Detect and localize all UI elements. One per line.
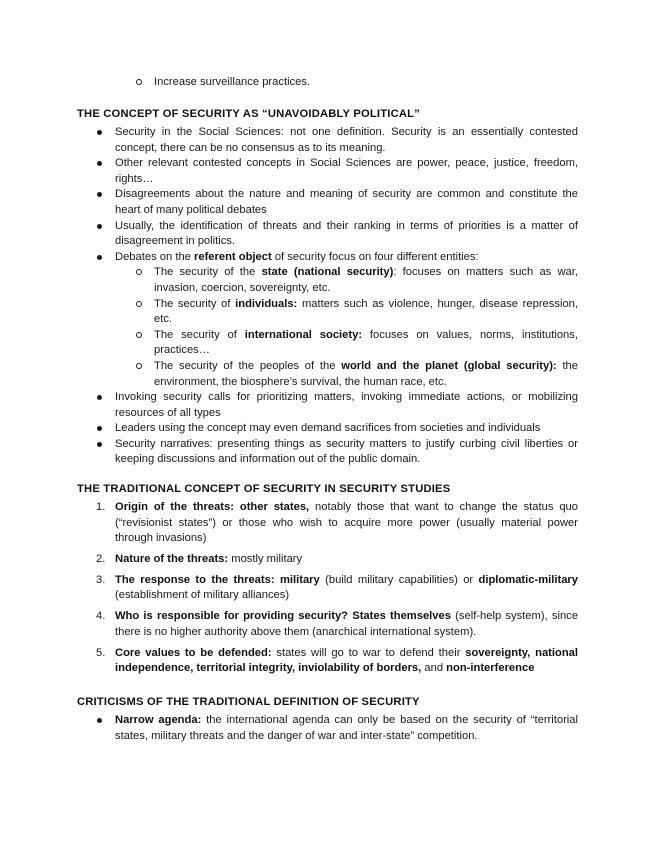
- list-item: [77, 75, 578, 91]
- list-item: Usually, the identification of threats and their ranking in terms of priorities is a matter of disagreement in politics.: [77, 219, 578, 250]
- list-item: Leaders using the concept may even demand sacrifices from societies and individuals: [77, 421, 578, 437]
- section-heading: THE TRADITIONAL CONCEPT OF SECURITY IN SECURITY STUDIES: [77, 483, 451, 495]
- sub-list-item: The security of the peoples of the world and the planet (global security): the environment, the biosphere’s survival, the human race, etc.: [77, 359, 578, 390]
- sub-list-item: The security of individuals: matters such as violence, hunger, disease repression, etc.: [77, 297, 578, 328]
- list-item: Narrow agenda: the international agenda can only be based on the security of “territorial states, military threats and the danger of war and inter-state” competition.: [77, 713, 578, 744]
- list-item: Security in the Social Sciences: not one definition. Security is an essentially contested concept, there can be no consensus as to its meaning.: [77, 125, 578, 156]
- section-traditional-concept: [77, 482, 578, 682]
- list-item: Security narratives: presenting things as security matters to justify curbing civil liberties or keeping discussions and information out of the public domain.: [77, 437, 578, 468]
- sub-list-item: The security of international society: focuses on values, norms, institutions, practices…: [77, 328, 578, 359]
- numbered-item: 4. Who is responsible for providing security? States themselves (self-help system), since there is no higher authority above them (anarchical international system).: [96, 610, 578, 638]
- bullet-list: [77, 713, 578, 744]
- section-heading: CRITICISMS OF THE TRADITIONAL DEFINITION OF SECURITY: [77, 696, 420, 708]
- top-section: [77, 75, 578, 91]
- list-item: Other relevant contested concepts in Social Sciences are power, peace, justice, freedom, rights…: [77, 156, 578, 187]
- numbered-item: 3. The response to the threats: military (build military capabilities) or diplomatic-military (establishment of military alliances): [96, 573, 578, 602]
- bullet-list: [77, 125, 578, 468]
- list-item-text: Increase surveillance practices.: [154, 76, 311, 88]
- numbered-list: [77, 500, 578, 677]
- section-criticisms: [77, 695, 578, 744]
- list-item: Debates on the referent object of security focus on four different entities:: [77, 250, 578, 266]
- list-item: Invoking security calls for prioritizing matters, invoking immediate actions, or mobilizing resources of all types: [77, 390, 578, 421]
- sub-list-item: The security of the state (national security): focuses on matters such as war, invasion, coercion, sovereignty, etc.: [77, 265, 578, 296]
- list-item: Disagreements about the nature and meaning of security are common and constitute the heart of many political debates: [77, 187, 578, 218]
- numbered-item: 1. Origin of the threats: other states, notably those that want to change the status quo (“revisionist states”) or those who wish to acquire more power (usually material power through invasions): [96, 501, 578, 545]
- numbered-item: 2. Nature of the threats: mostly military: [96, 552, 303, 565]
- section-unavoidably-political: [77, 107, 578, 468]
- section-heading: THE CONCEPT OF SECURITY AS “UNAVOIDABLY POLITICAL”: [77, 108, 420, 120]
- numbered-item: 5. Core values to be defended: states will go to war to defend their sovereignty, national independence, territorial integrity, inviolability of borders, and non-interference: [96, 646, 578, 675]
